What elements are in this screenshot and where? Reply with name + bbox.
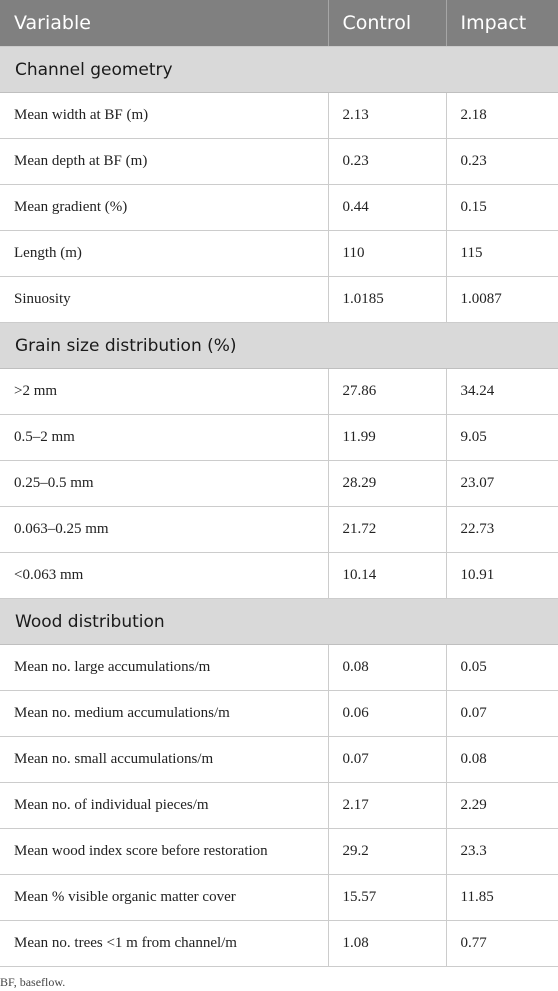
table-row [0, 783, 558, 829]
section-title: Channel geometry [0, 47, 558, 93]
section-header [0, 323, 558, 369]
cell-control: 29.2 [328, 829, 446, 875]
table-row [0, 185, 558, 231]
cell-control: 0.23 [328, 139, 446, 185]
cell-variable: >2 mm [0, 369, 328, 415]
cell-variable: Mean depth at BF (m) [0, 139, 328, 185]
table-header [0, 0, 558, 47]
section-title: Wood distribution [0, 599, 558, 645]
table-row [0, 553, 558, 599]
cell-impact: 34.24 [446, 369, 558, 415]
table-footnote: BF, baseflow. [0, 975, 66, 989]
cell-variable: Mean width at BF (m) [0, 93, 328, 139]
cell-variable: Mean no. trees <1 m from channel/m [0, 921, 328, 967]
table-row [0, 829, 558, 875]
cell-variable: Length (m) [0, 231, 328, 277]
cell-variable: Mean wood index score before restoration [0, 829, 328, 875]
table-row [0, 461, 558, 507]
cell-impact: 0.77 [446, 921, 558, 967]
cell-control: 27.86 [328, 369, 446, 415]
cell-control: 0.44 [328, 185, 446, 231]
cell-control: 2.17 [328, 783, 446, 829]
header-variable: Variable [0, 0, 328, 47]
cell-impact: 9.05 [446, 415, 558, 461]
cell-impact: 2.18 [446, 93, 558, 139]
header-row [0, 0, 558, 47]
cell-variable: Mean no. small accumulations/m [0, 737, 328, 783]
section-title: Grain size distribution (%) [0, 323, 558, 369]
cell-control: 15.57 [328, 875, 446, 921]
cell-control: 0.07 [328, 737, 446, 783]
cell-impact: 0.05 [446, 645, 558, 691]
table-row [0, 921, 558, 967]
table-row [0, 691, 558, 737]
cell-variable: Mean no. of individual pieces/m [0, 783, 328, 829]
cell-control: 21.72 [328, 507, 446, 553]
cell-variable: 0.25–0.5 mm [0, 461, 328, 507]
cell-variable: Mean no. large accumulations/m [0, 645, 328, 691]
cell-control: 11.99 [328, 415, 446, 461]
table-row [0, 415, 558, 461]
table-row [0, 277, 558, 323]
cell-variable: Mean no. medium accumulations/m [0, 691, 328, 737]
section-header [0, 47, 558, 93]
table-row [0, 93, 558, 139]
cell-impact: 0.15 [446, 185, 558, 231]
cell-control: 10.14 [328, 553, 446, 599]
cell-impact: 10.91 [446, 553, 558, 599]
cell-impact: 23.3 [446, 829, 558, 875]
table-row [0, 369, 558, 415]
cell-impact: 11.85 [446, 875, 558, 921]
header-impact: Impact [446, 0, 558, 47]
header-control: Control [328, 0, 446, 47]
table-row [0, 645, 558, 691]
table-row [0, 875, 558, 921]
cell-control: 110 [328, 231, 446, 277]
table-row [0, 139, 558, 185]
cell-impact: 0.07 [446, 691, 558, 737]
cell-variable: 0.063–0.25 mm [0, 507, 328, 553]
table-row [0, 737, 558, 783]
cell-impact: 0.08 [446, 737, 558, 783]
cell-control: 1.08 [328, 921, 446, 967]
cell-impact: 23.07 [446, 461, 558, 507]
cell-impact: 0.23 [446, 139, 558, 185]
cell-control: 1.0185 [328, 277, 446, 323]
cell-variable: <0.063 mm [0, 553, 328, 599]
cell-control: 28.29 [328, 461, 446, 507]
cell-impact: 2.29 [446, 783, 558, 829]
cell-impact: 115 [446, 231, 558, 277]
table-body [0, 47, 558, 967]
table-row [0, 507, 558, 553]
cell-variable: Sinuosity [0, 277, 328, 323]
cell-variable: 0.5–2 mm [0, 415, 328, 461]
cell-variable: Mean gradient (%) [0, 185, 328, 231]
cell-impact: 1.0087 [446, 277, 558, 323]
cell-impact: 22.73 [446, 507, 558, 553]
table-row [0, 231, 558, 277]
section-header [0, 599, 558, 645]
cell-control: 2.13 [328, 93, 446, 139]
cell-variable: Mean % visible organic matter cover [0, 875, 328, 921]
cell-control: 0.08 [328, 645, 446, 691]
cell-control: 0.06 [328, 691, 446, 737]
